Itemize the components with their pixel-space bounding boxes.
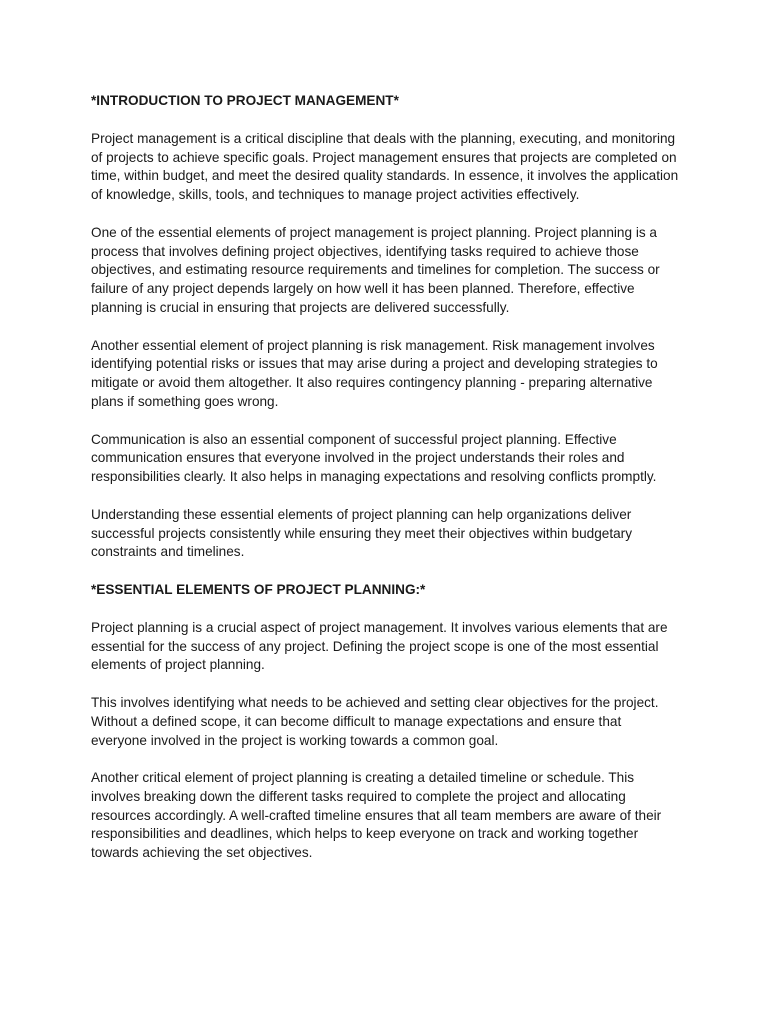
paragraph: Project planning is a crucial aspect of project management. It involves various elements that are essential for the success of any project. Defining the project scope is one of the most essential elements of project planning. xyxy=(91,619,668,673)
paragraph: Communication is also an essential component of successful project planning. Effective communication ensures that everyone involved in the project understands their roles and responsibilities clearly. It also helps in managing expectations and resolving conflicts promptly. xyxy=(91,431,657,485)
section-heading: *ESSENTIAL ELEMENTS OF PROJECT PLANNING:* xyxy=(91,581,426,597)
paragraph: Another essential element of project planning is risk management. Risk management involves identifying potential risks or issues that may arise during a project and developing strategies to mitigate or avoid them altogether. It also requires contingency planning - preparing alternative plans if something goes wrong. xyxy=(91,337,658,409)
paragraph: Another critical element of project planning is creating a detailed timeline or schedule. This involves breaking down the different tasks required to complete the project and allocating resources accordingly. A well-crafted timeline ensures that all team members are aware of their responsibilities and deadlines, which helps to keep everyone on track and working together towards achieving the set objectives. xyxy=(91,770,662,861)
paragraph: Project management is a critical discipline that deals with the planning, executing, and monitoring of projects to achieve specific goals. Project management ensures that projects are completed on time, within budget, and meet the desired quality standards. In essence, it involves the application of knowledge, skills, tools, and techniques to manage project activities effectively. xyxy=(91,130,679,203)
paragraph: Understanding these essential elements of project planning can help organizations deliver successful projects consistently while ensuring they meet their objectives within budgetary constraints and timelines. xyxy=(91,506,632,560)
section-heading: *INTRODUCTION TO PROJECT MANAGEMENT* xyxy=(91,93,399,108)
section-introduction xyxy=(91,92,680,562)
paragraph: This involves identifying what needs to be achieved and setting clear objectives for the project. Without a defined scope, it can become difficult to manage expectations and ensure that everyone involved in the project is working towards a common goal. xyxy=(91,694,659,748)
paragraph: One of the essential elements of project management is project planning. Project planning is a process that involves defining project objectives, identifying tasks required to achieve those objectives, and estimating resource requirements and timelines for completion. The success or failure of any project depends largely on how well it has been planned. Therefore, effective planning is crucial in ensuring that projects are delivered successfully. xyxy=(91,224,660,315)
section-essential-elements xyxy=(91,581,680,863)
